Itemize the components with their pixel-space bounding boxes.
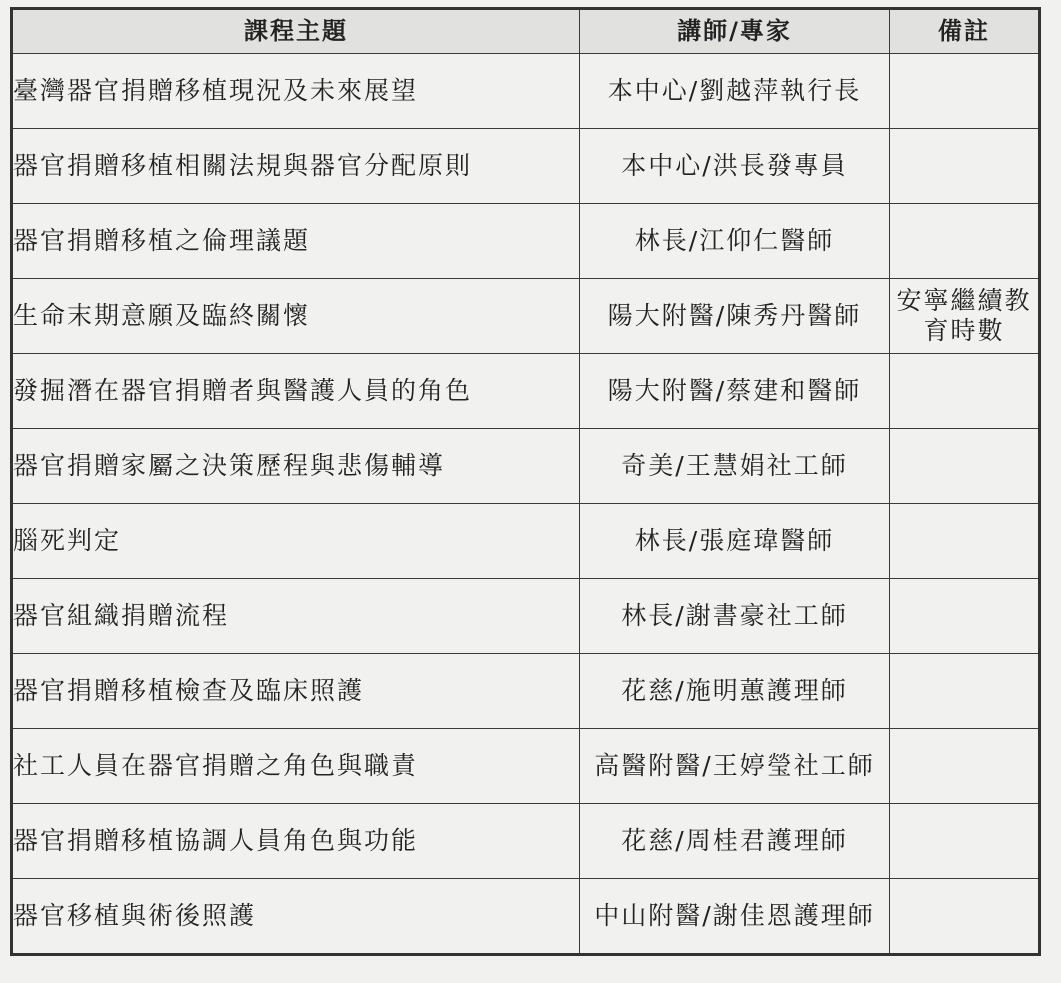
instructor-cell: 花慈/周桂君護理師 [580,804,890,879]
table-row [12,729,1040,804]
table-row [12,54,1040,129]
instructor-cell: 中山附醫/謝佳恩護理師 [580,879,890,955]
topic-cell: 器官捐贈移植協調人員角色與功能 [12,804,580,879]
table-body [12,54,1040,955]
table-row [12,204,1040,279]
header-instructor: 講師/專家 [580,9,890,54]
note-cell [890,204,1040,279]
topic-cell: 發掘潛在器官捐贈者與醫護人員的角色 [12,354,580,429]
note-cell [890,504,1040,579]
note-cell [890,129,1040,204]
topic-cell: 臺灣器官捐贈移植現況及未來展望 [12,54,580,129]
table-row [12,654,1040,729]
note-cell [890,54,1040,129]
header-note: 備註 [890,9,1040,54]
topic-cell: 器官捐贈家屬之決策歷程與悲傷輔導 [12,429,580,504]
table-row [12,504,1040,579]
topic-cell: 社工人員在器官捐贈之角色與職責 [12,729,580,804]
table-row [12,879,1040,955]
table-row [12,804,1040,879]
table-row [12,129,1040,204]
note-cell: 安寧繼續教育時數 [890,279,1040,354]
note-cell [890,804,1040,879]
instructor-cell: 陽大附醫/蔡建和醫師 [580,354,890,429]
note-cell [890,879,1040,955]
note-cell [890,654,1040,729]
instructor-cell: 林長/謝書豪社工師 [580,579,890,654]
table-header [12,9,1040,54]
instructor-cell: 本中心/洪長發專員 [580,129,890,204]
table-row [12,279,1040,354]
topic-cell: 器官捐贈移植檢查及臨床照護 [12,654,580,729]
topic-cell: 器官移植與術後照護 [12,879,580,955]
table-row [12,579,1040,654]
table-row [12,429,1040,504]
instructor-cell: 陽大附醫/陳秀丹醫師 [580,279,890,354]
topic-cell: 腦死判定 [12,504,580,579]
header-topic: 課程主題 [12,9,580,54]
instructor-cell: 林長/張庭瑋醫師 [580,504,890,579]
table-row [12,354,1040,429]
course-table [10,7,1041,956]
instructor-cell: 奇美/王慧娟社工師 [580,429,890,504]
topic-cell: 生命末期意願及臨終關懷 [12,279,580,354]
instructor-cell: 本中心/劉越萍執行長 [580,54,890,129]
instructor-cell: 高醫附醫/王婷瑩社工師 [580,729,890,804]
instructor-cell: 林長/江仰仁醫師 [580,204,890,279]
topic-cell: 器官捐贈移植相關法規與器官分配原則 [12,129,580,204]
note-cell [890,579,1040,654]
header-row [12,9,1040,54]
topic-cell: 器官捐贈移植之倫理議題 [12,204,580,279]
instructor-cell: 花慈/施明蕙護理師 [580,654,890,729]
topic-cell: 器官組織捐贈流程 [12,579,580,654]
note-cell [890,354,1040,429]
note-cell [890,729,1040,804]
note-cell [890,429,1040,504]
